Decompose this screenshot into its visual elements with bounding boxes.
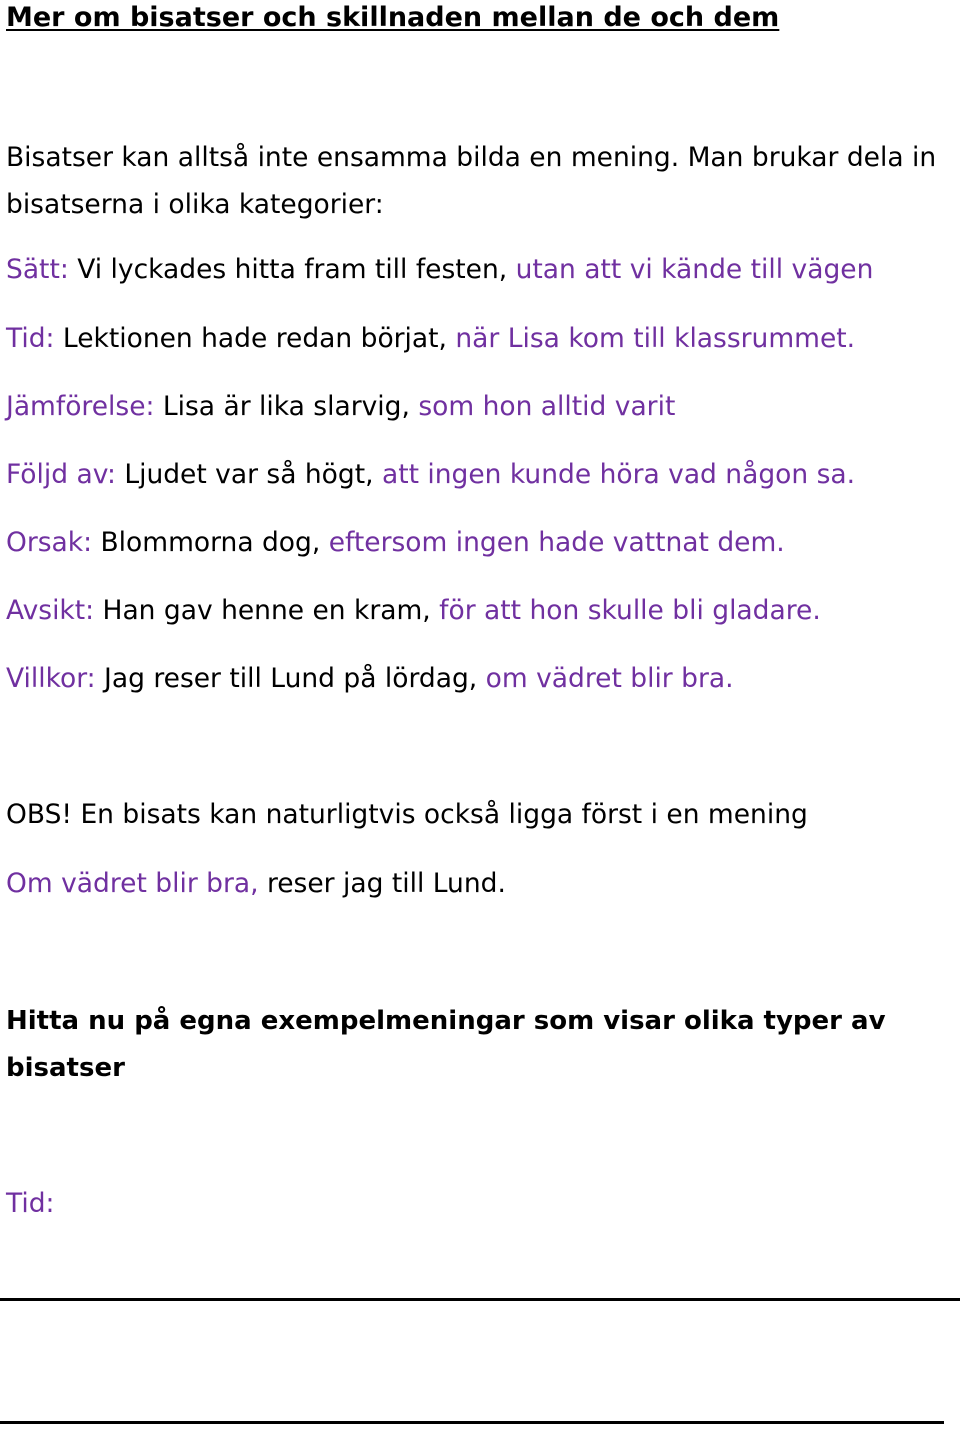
category-label: Följd av: xyxy=(6,459,116,490)
sub-clause: om vädret blir bra. xyxy=(485,663,734,694)
main-clause: Han gav henne en kram, xyxy=(94,595,440,626)
sub-clause: att ingen kunde höra vad någon sa. xyxy=(381,459,856,490)
category-label: Orsak: xyxy=(6,527,93,558)
category-label: Villkor: xyxy=(6,663,96,694)
answer-label-tid: Tid: xyxy=(6,1188,55,1219)
example-foljd xyxy=(6,455,855,495)
answer-line-2 xyxy=(0,1421,944,1424)
category-label: Jämförelse: xyxy=(6,391,155,422)
example-satt xyxy=(6,250,873,290)
sub-clause: Om vädret blir bra, xyxy=(6,868,259,899)
main-clause: Jag reser till Lund på lördag, xyxy=(95,663,486,694)
sub-clause: när Lisa kom till klassrummet. xyxy=(455,323,856,354)
category-label: Tid: xyxy=(6,323,55,354)
obs-example xyxy=(6,864,506,904)
main-clause: reser jag till Lund. xyxy=(258,868,506,899)
sub-clause: för att hon skulle bli gladare. xyxy=(439,595,821,626)
intro-paragraph: Bisatser kan alltså inte ensamma bilda en mening. Man brukar dela in bisatserna i olika kategorier: xyxy=(6,142,937,220)
task-instruction: Hitta nu på egna exempelmeningar som visar olika typer av bisatser xyxy=(6,1006,886,1083)
example-avsikt xyxy=(6,591,821,631)
sub-clause: utan att vi kände till vägen xyxy=(515,254,874,285)
example-orsak xyxy=(6,523,785,563)
page-title: Mer om bisatser och skillnaden mellan de och dem xyxy=(6,2,780,33)
example-tid xyxy=(6,319,855,359)
main-clause: Vi lyckades hitta fram till festen, xyxy=(68,254,516,285)
sub-clause: eftersom ingen hade vattnat dem. xyxy=(328,527,785,558)
category-label: Sätt: xyxy=(6,254,69,285)
main-clause: Blommorna dog, xyxy=(92,527,329,558)
answer-line-1 xyxy=(0,1298,960,1301)
category-label: Avsikt: xyxy=(6,595,95,626)
example-villkor xyxy=(6,659,734,699)
main-clause: Lektionen hade redan börjat, xyxy=(54,323,456,354)
main-clause: Ljudet var så högt, xyxy=(115,459,382,490)
main-clause: Lisa är lika slarvig, xyxy=(154,391,419,422)
example-jamforelse xyxy=(6,387,675,427)
sub-clause: som hon alltid varit xyxy=(418,391,676,422)
obs-note: OBS! En bisats kan naturligtvis också ligga först i en mening xyxy=(6,799,808,830)
